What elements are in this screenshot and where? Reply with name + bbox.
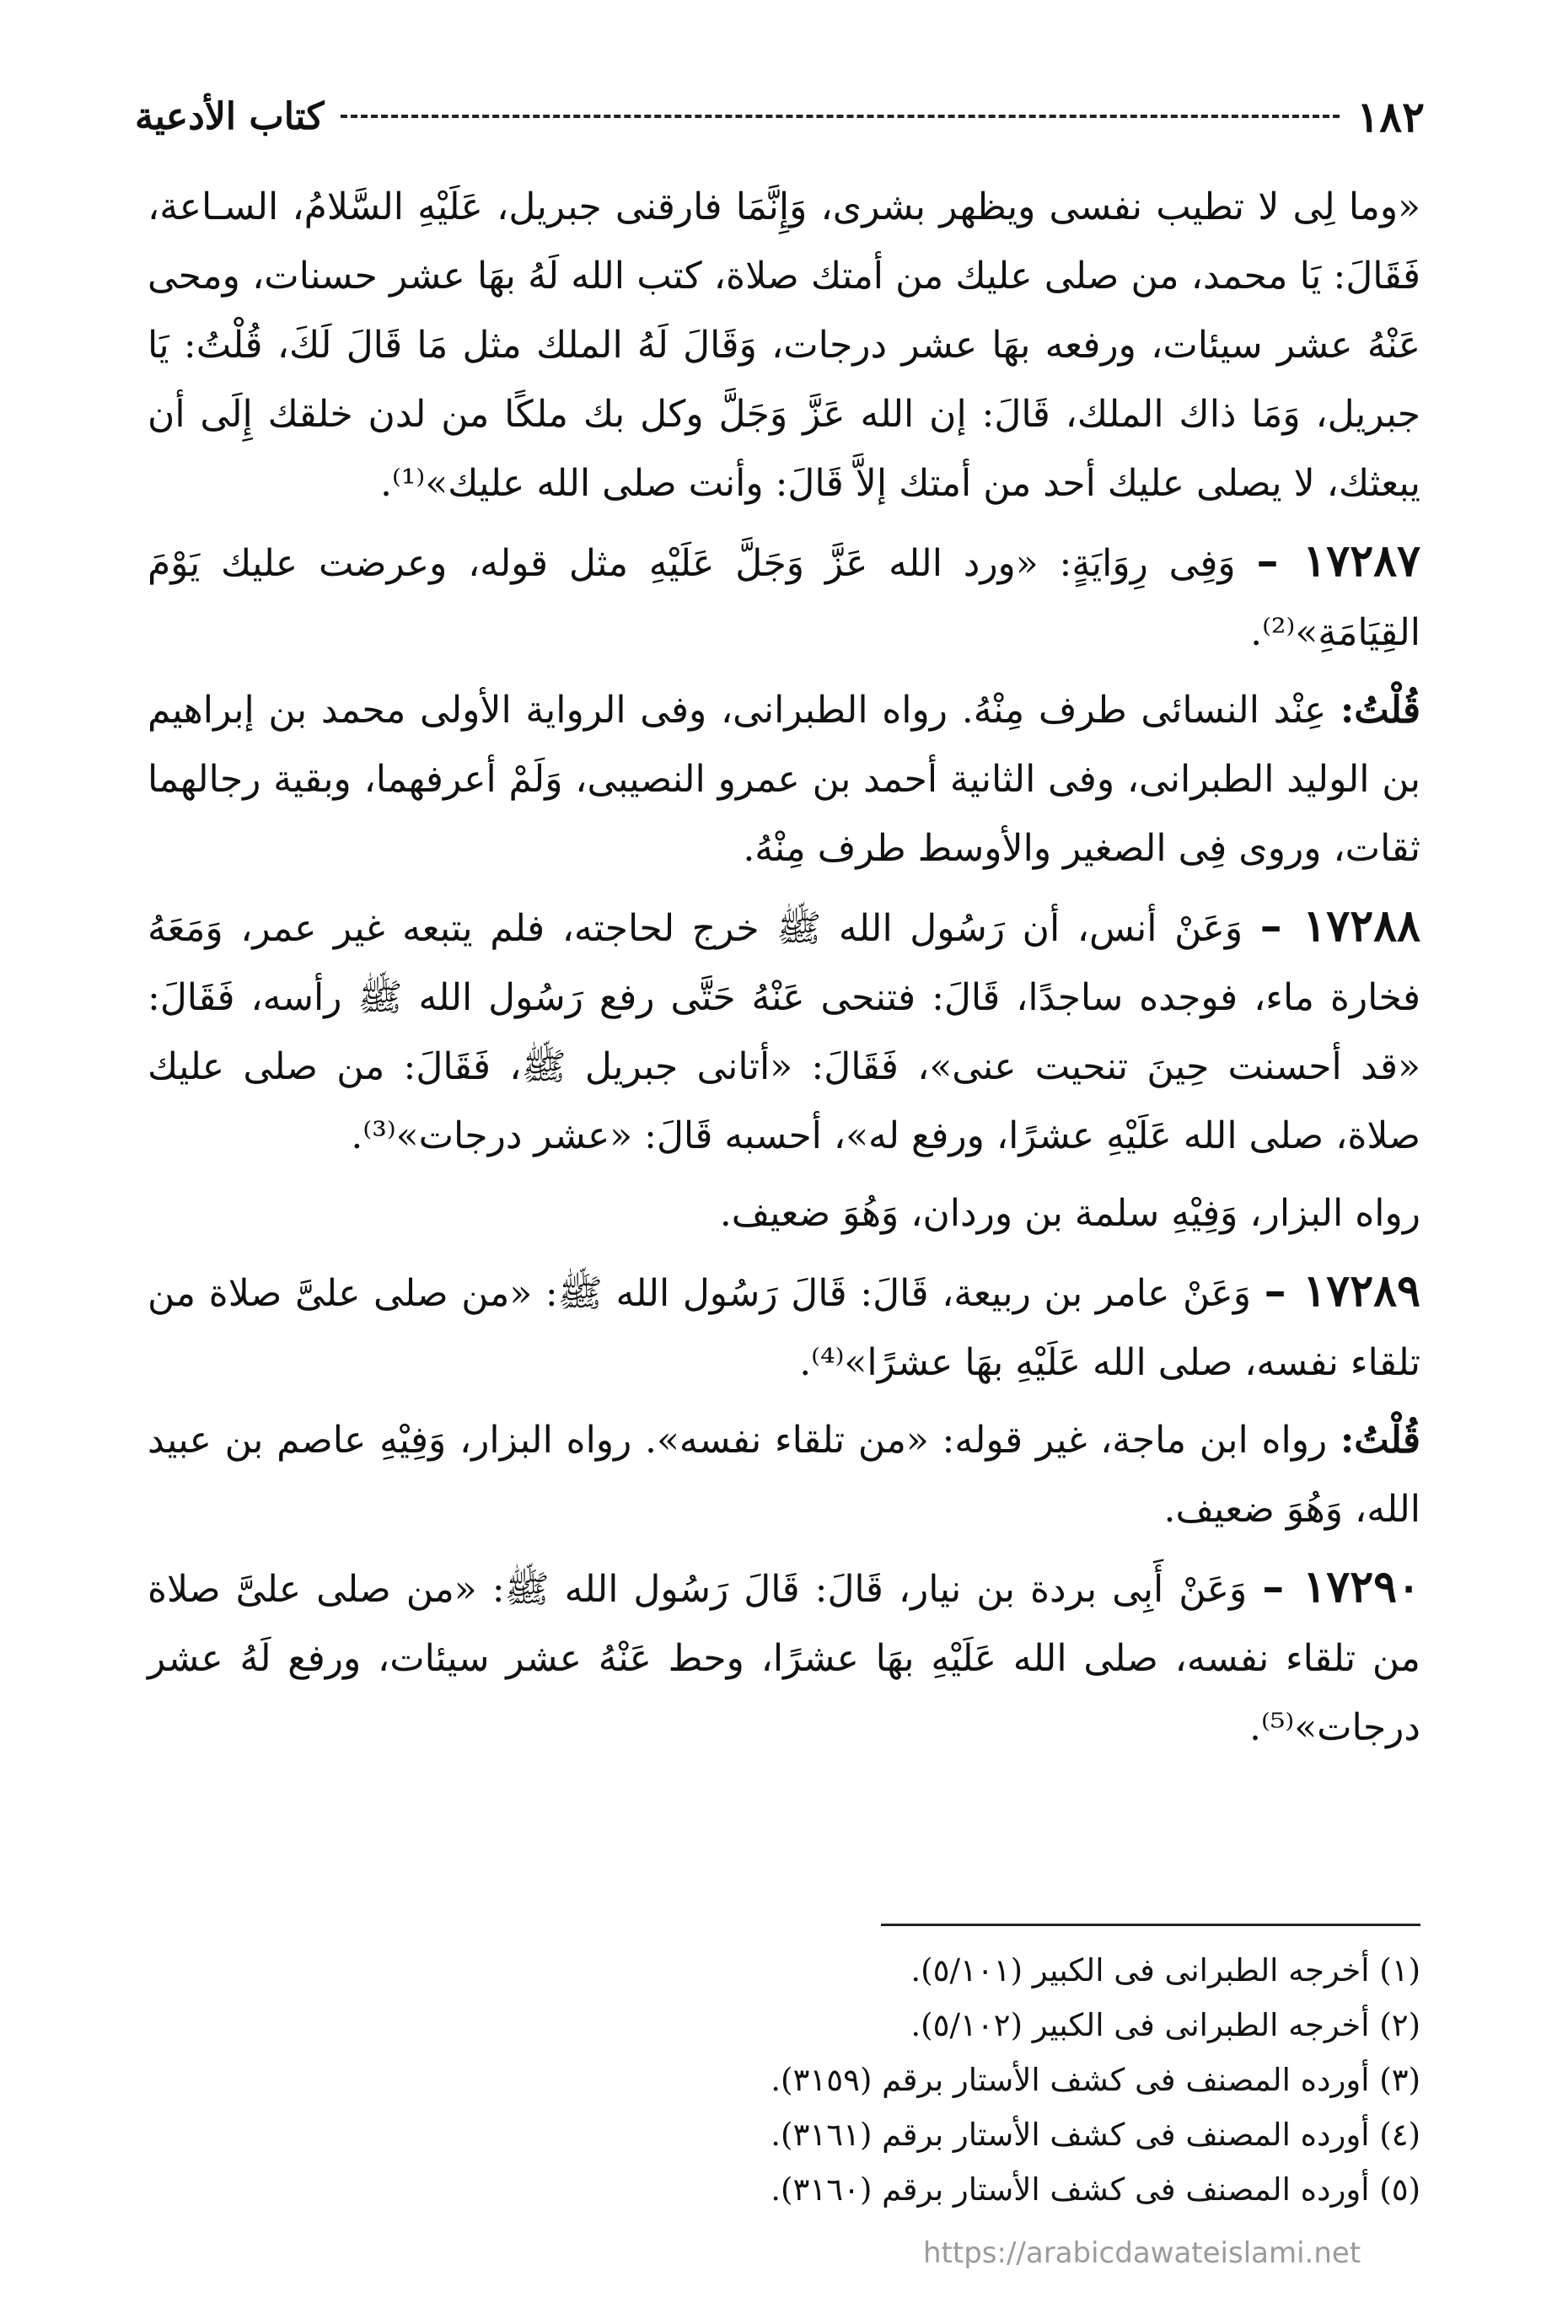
hadith-17287 xyxy=(148,527,1420,668)
commentary-2 xyxy=(148,1406,1420,1544)
running-header xyxy=(135,91,1425,142)
commentary-label: قُلْتُ: xyxy=(1340,1419,1420,1462)
hadith-number: ١٧٢٩٠ – xyxy=(1262,1561,1420,1613)
hadith-17289 xyxy=(148,1257,1420,1398)
commentary-text: رواه ابن ماجة، غير قوله: «من تلقاء نفسه». رواه البزار، وَفِيْهِ عاصم بن عبيد الله، وَهُوَ ضعيف. xyxy=(148,1419,1420,1531)
hadith-17290 xyxy=(148,1553,1420,1763)
footnote-3: (٣) أورده المصنف فى كشف الأستار برقم (٣١٥٩). xyxy=(771,2062,1420,2098)
footnote-1: (١) أخرجه الطبرانى فى الكبير (٥/١٠١). xyxy=(910,1952,1420,1989)
hadith-text: وَعَنْ أنس، أن رَسُول الله ﷺ خرج لحاجته، فلم يتبعه غير عمر، وَمَعَهُ فخارة ماء، فوجده ساجدًا، قَالَ: فتنحى عَنْهُ حَتَّى رفع رَسُول الله ﷺ رأسه، فَقَالَ: «قد أحسنت حِينَ تنحيت عنى»، فَقَالَ: «أتانى جبريل ﷺ، فَقَالَ: من صلى عليك صلاة، صلى الله عَلَيْهِ عشرًا، ورفع له»، أحسبه قَالَ: «عشر درجات»⁽³⁾. xyxy=(148,907,1420,1157)
hadith-number: ١٧٢٨٨ – xyxy=(1259,900,1420,952)
page-number: ١٨٢ xyxy=(1356,91,1425,142)
hadith-number: ١٧٢٨٧ – xyxy=(1256,535,1420,587)
commentary-1 xyxy=(148,676,1420,883)
book-title: كتاب الأدعية xyxy=(135,94,325,138)
commentary-text: عِنْد النسائى طرف مِنْهُ. رواه الطبرانى، وفى الرواية الأولى محمد بن إبراهيم بن الوليد الطبرانى، وفى الثانية أحمد بن عمرو النصيبى، وَلَمْ أعرفهما، وبقية رجالهما ثقات، وروى فِى الصغير والأوسط طرف مِنْهُ. xyxy=(148,689,1420,870)
narration-note: رواه البزار، وَفِيْهِ سلمة بن وردان، وَهُوَ ضعيف. xyxy=(719,1192,1420,1235)
footnote-4: (٤) أورده المصنف فى كشف الأستار برقم (٣١٦١). xyxy=(771,2117,1420,2153)
footnotes xyxy=(148,1943,1420,2217)
hadith-text: وَعَنْ أَبِى بردة بن نيار، قَالَ: قَالَ رَسُول الله ﷺ: «من صلى علىَّ صلاة من تلقاء نفسه، صلى الله عَلَيْهِ بهَا عشرًا، وحط عَنْهُ عشر سيئات، ورفع لَهُ عشر درجات»⁽⁵⁾. xyxy=(148,1568,1420,1749)
paragraph-hadith-continuation: «وما لِى لا تطيب نفسى ويظهر بشرى، وَإِنَّمَا فارقنى جبريل، عَلَيْهِ السَّلامُ، السـاعة، فَقَالَ: يَا محمد، من صلى عليك من أمتك صلاة، كتب الله لَهُ بهَا عشر حسنات، ومحى عَنْهُ عشر سيئات، ورفعه بهَا عشر درجات، وَقَالَ لَهُ الملك مثل مَا قَالَ لَكَ، قُلْتُ: يَا جبريل، وَمَا ذاك الملك، قَالَ: إن الله عَزَّ وَجَلَّ وكل بك ملكًا من لدن خلقك إِلَى أن يبعثك، لا يصلى عليك أحد من أمتك إلاَّ قَالَ: وأنت صلى الله عليك»⁽¹⁾. xyxy=(148,185,1420,505)
hadith-text: وَفِى رِوَايَةٍ: «ورد الله عَزَّ وَجَلَّ عَلَيْهِ مثل قوله، وعرضت عليك يَوْمَ القِيَامَةِ»⁽²⁾. xyxy=(148,542,1420,654)
hadith-17288 xyxy=(148,892,1420,1171)
hadith-text: وَعَنْ عامر بن ربيعة، قَالَ: قَالَ رَسُول الله ﷺ: «من صلى علىَّ صلاة من تلقاء نفسه، صلى الله عَلَيْهِ بهَا عشرًا»⁽⁴⁾. xyxy=(148,1272,1420,1384)
watermark-url: https://arabicdawateislami.net xyxy=(923,2236,1361,2270)
footnote-separator xyxy=(881,1924,1420,1926)
header-rule xyxy=(341,115,1340,118)
hadith-number: ١٧٢٨٩ – xyxy=(1264,1265,1420,1317)
footnote-2: (٢) أخرجه الطبرانى فى الكبير (٥/١٠٢). xyxy=(910,2007,1420,2043)
commentary-label: قُلْتُ: xyxy=(1340,689,1420,732)
body-text xyxy=(148,173,1420,1771)
footnote-5: (٥) أورده المصنف فى كشف الأستار برقم (٣١٦٠). xyxy=(771,2171,1420,2208)
